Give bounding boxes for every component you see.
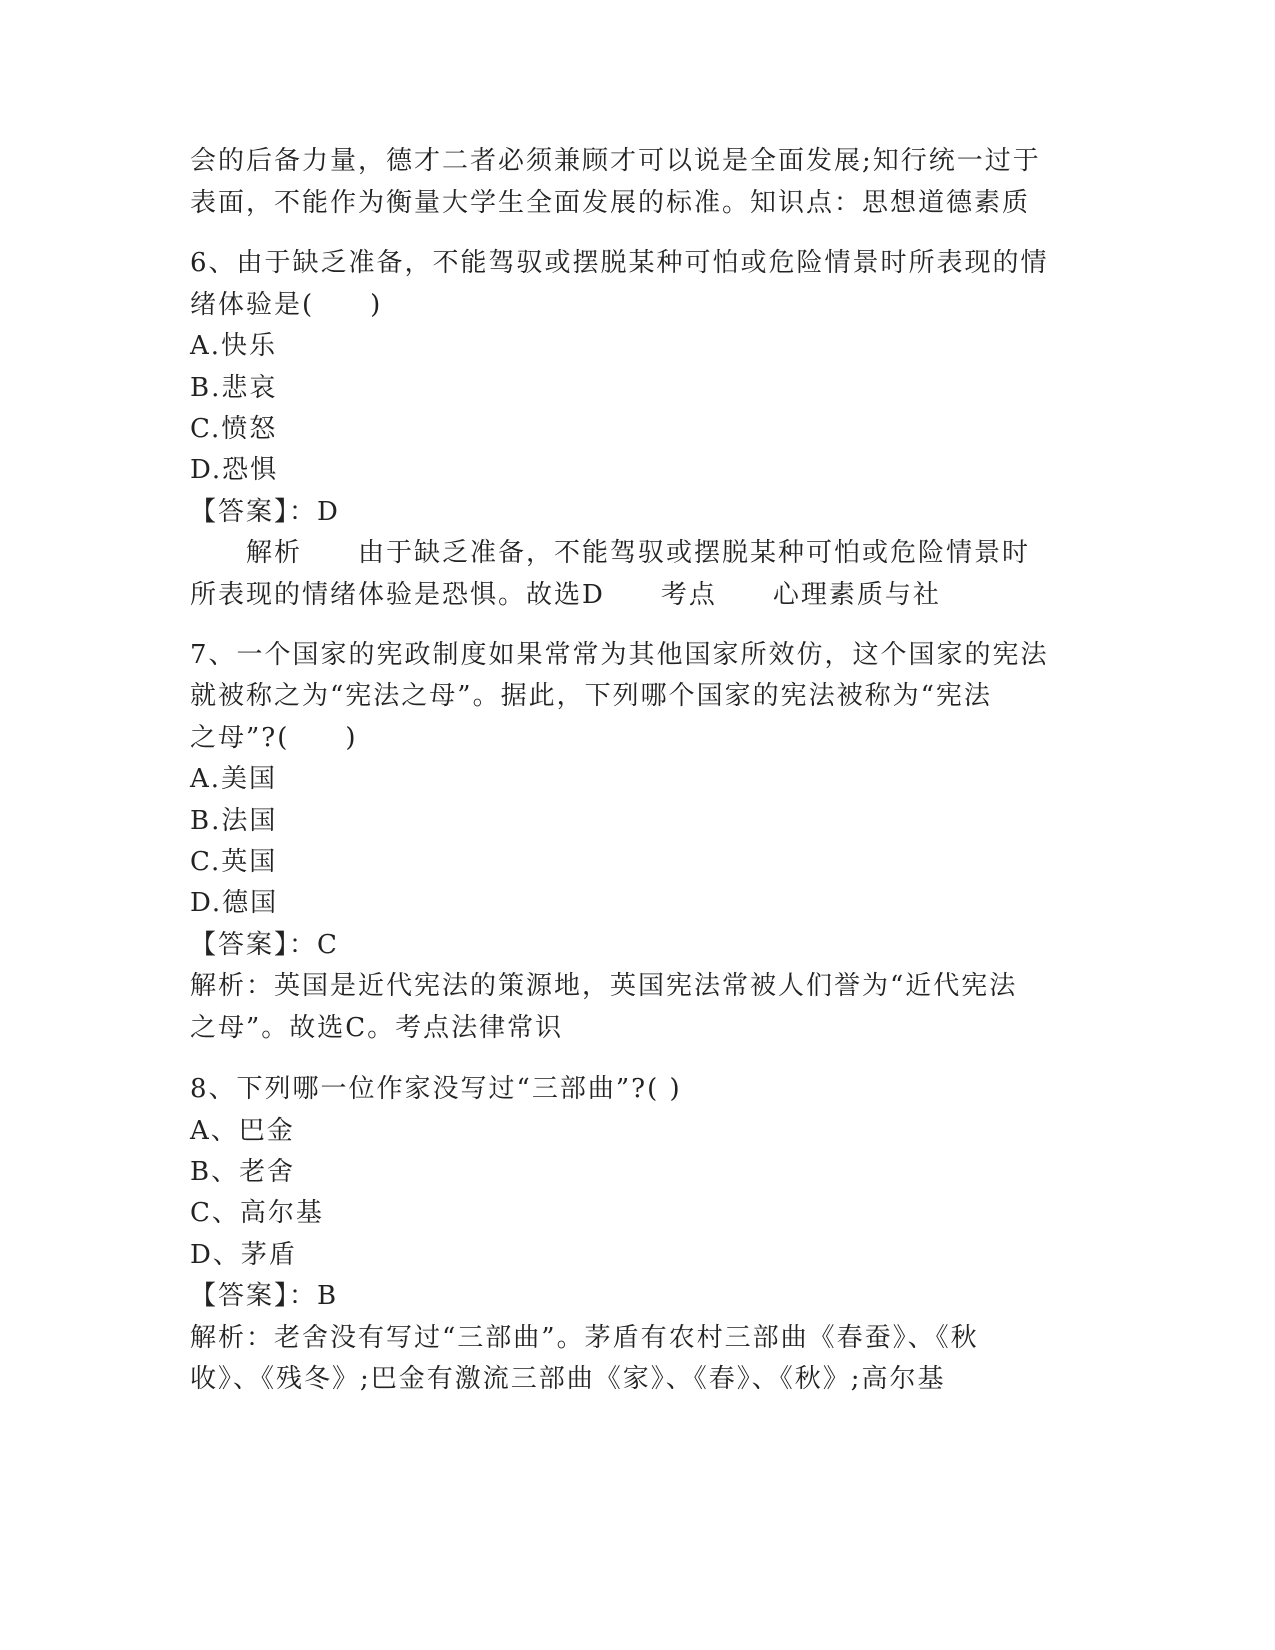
- q7-answer: 【答案】：C: [190, 930, 339, 960]
- q6-option-a: A.快乐: [190, 331, 278, 361]
- q7-stem-line: 就被称之为“宪法之母”。据此，下列哪个国家的宪法被称为“宪法: [190, 681, 992, 711]
- q7-option-a: A.美国: [190, 764, 278, 794]
- q6-option-b: B.悲哀: [190, 373, 278, 403]
- q7-option-d: D.德国: [190, 888, 279, 918]
- intro-line: 会的后备力量，德才二者必须兼顾才可以说是全面发展;知行统一过于: [190, 146, 1041, 176]
- q6-option-c: C.愤怒: [190, 414, 278, 444]
- q8-option-c: C、高尔基: [190, 1198, 324, 1228]
- q8-stem-line: 8、下列哪一位作家没写过“三部曲”?( ): [190, 1074, 682, 1104]
- q8-answer: 【答案】：B: [190, 1281, 339, 1311]
- q6-analysis-line: 解析 由于缺乏准备，不能驾驭或摆脱某种可怕或危险情景时: [246, 538, 1031, 568]
- q6-stem-line: 绪体验是( ): [190, 290, 383, 320]
- q6-option-d: D.恐惧: [190, 455, 279, 485]
- q8-option-a: A、巴金: [190, 1116, 295, 1146]
- q8-option-d: D、茅盾: [190, 1240, 297, 1270]
- q8-analysis-line: 解析：老舍没有写过“三部曲”。茅盾有农村三部曲《春蚕》、《秋: [190, 1323, 979, 1353]
- q6-answer: 【答案】：D: [190, 497, 340, 527]
- q6-analysis-line: 所表现的情绪体验是恐惧。故选D 考点 心理素质与社: [190, 580, 941, 610]
- intro-line: 表面，不能作为衡量大学生全面发展的标准。知识点：思想道德素质: [190, 188, 1031, 218]
- q7-analysis-line: 解析：英国是近代宪法的策源地，英国宪法常被人们誉为“近代宪法: [190, 971, 1018, 1001]
- q7-stem-line: 7、一个国家的宪政制度如果常常为其他国家所效仿，这个国家的宪法: [190, 640, 1049, 670]
- q7-option-b: B.法国: [190, 806, 278, 836]
- q8-option-b: B、老舍: [190, 1157, 296, 1187]
- q7-stem-line: 之母”?( ): [190, 723, 358, 753]
- q7-option-c: C.英国: [190, 847, 278, 877]
- q7-analysis-line: 之母”。故选C。考点法律常识: [190, 1013, 564, 1043]
- q6-stem-line: 6、由于缺乏准备，不能驾驭或摆脱某种可怕或危险情景时所表现的情: [190, 248, 1049, 278]
- q8-analysis-line: 收》、《残冬》;巴金有激流三部曲《家》、《春》、《秋》;高尔基: [190, 1364, 946, 1394]
